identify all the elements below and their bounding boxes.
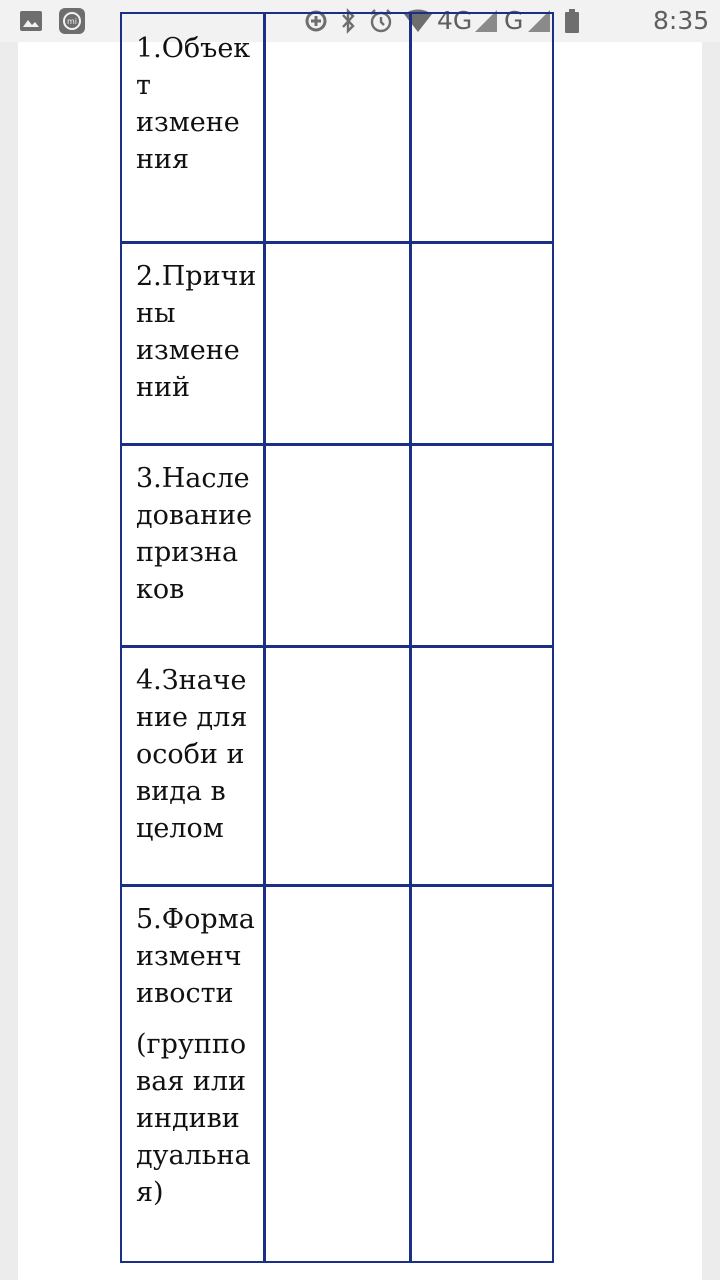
row-label-cell (122, 648, 266, 884)
empty-cell (412, 648, 552, 884)
table-row (122, 14, 552, 244)
empty-cell (266, 648, 412, 884)
row-label-cell (122, 244, 266, 443)
empty-cell (412, 446, 552, 645)
row-label-cell (122, 446, 266, 645)
row-note: (группо вая или индиви дуальна я) (136, 1029, 251, 1208)
comparison-table (120, 12, 554, 1263)
page-content (18, 33, 702, 1280)
row-label: 1.Объек т измене ния (136, 33, 251, 175)
svg-text:mi: mi (66, 17, 78, 26)
clock: 8:35 (653, 6, 710, 35)
battery-icon (563, 8, 581, 34)
table-row (122, 648, 552, 887)
row-label: 4.Значе ние для особи и вида в целом (136, 665, 248, 844)
empty-cell (266, 244, 412, 443)
empty-cell (266, 446, 412, 645)
row-label-cell (122, 887, 266, 1261)
table-row (122, 244, 552, 446)
empty-cell (266, 887, 412, 1261)
empty-cell (412, 887, 552, 1261)
empty-cell (412, 244, 552, 443)
empty-cell (266, 14, 412, 241)
table-row (122, 446, 552, 648)
mi-app-icon (57, 8, 87, 34)
image-icon (18, 8, 44, 34)
row-label: 2.Причи ны измене ний (136, 261, 257, 403)
row-label-cell (122, 14, 266, 241)
table-row (122, 887, 552, 1261)
row-label: 5.Форма изменч ивости (136, 904, 255, 1009)
network-g-label: G (504, 6, 524, 35)
network-4g-label: 4G (437, 6, 473, 35)
row-label: 3.Насле дование призна ков (136, 463, 253, 605)
empty-cell (412, 14, 552, 241)
